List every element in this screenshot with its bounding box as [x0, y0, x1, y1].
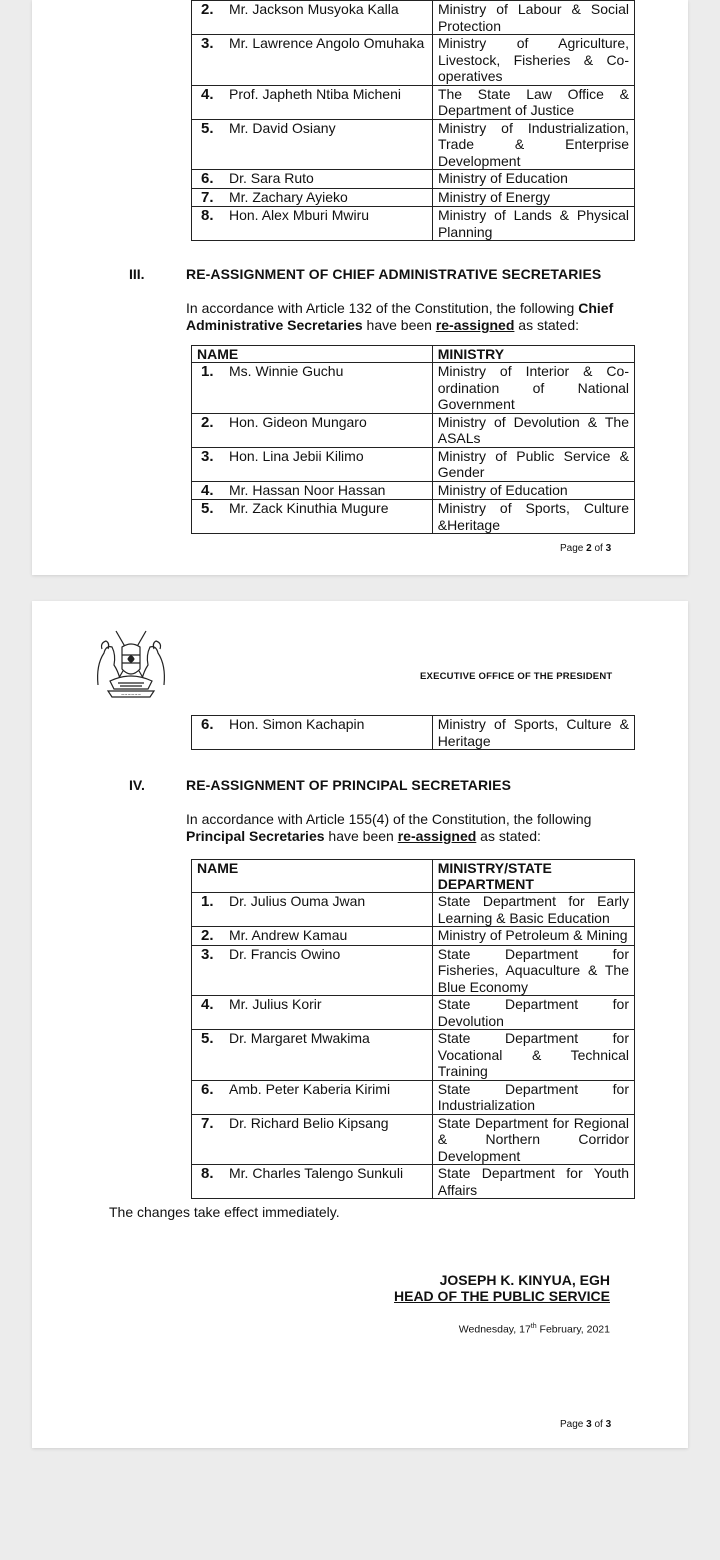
ministry-cell: Ministry of Interior & Co-ordination of National Government	[432, 363, 634, 414]
intro-emphasis: Chief Administrative Secretaries	[186, 300, 614, 333]
table-row	[192, 945, 635, 996]
ministry-cell: Ministry of Sports, Culture & Heritage	[432, 716, 634, 750]
person-name: Mr. David Osiany	[229, 119, 336, 136]
table-row	[192, 447, 635, 481]
table-row	[192, 119, 635, 170]
table-row	[192, 996, 635, 1030]
row-number: 4.	[201, 996, 214, 1013]
person-name: Mr. Andrew Kamau	[229, 927, 348, 943]
ministry-cell: Ministry of Energy	[432, 188, 634, 207]
intro-text: as stated:	[514, 317, 579, 333]
document-page-2	[32, 0, 688, 575]
table-row	[192, 1030, 635, 1081]
person-name: Hon. Gideon Mungaro	[229, 413, 367, 430]
table-row	[192, 1165, 635, 1199]
row-number: 3.	[201, 35, 214, 52]
intro-underline: re-assigned	[397, 828, 477, 844]
person-name: Hon. Lina Jebii Kilimo	[229, 447, 364, 464]
section-intro	[186, 300, 632, 334]
name-cell	[192, 1114, 433, 1165]
name-cell	[192, 716, 433, 750]
person-name: Hon. Alex Mburi Mwiru	[229, 207, 370, 223]
document-date: Wednesday, 17th February, 2021	[458, 1323, 610, 1336]
signatory-name: JOSEPH K. KINYUA, EGH	[439, 1272, 610, 1288]
ministry-cell: Ministry of Lands & Physical Planning	[432, 207, 634, 241]
ministry-cell: State Department for Regional & Northern Corridor Development	[432, 1114, 634, 1165]
row-number: 3.	[201, 447, 214, 465]
person-name: Mr. Jackson Musyoka Kalla	[229, 1, 399, 17]
table-row	[192, 363, 635, 414]
row-number: 5.	[201, 119, 214, 137]
section-number: IV.	[129, 777, 145, 793]
row-number: 2.	[201, 413, 214, 431]
section-number: III.	[129, 266, 145, 282]
table-row	[192, 188, 635, 207]
table-row	[192, 481, 635, 500]
person-name: Mr. Zack Kinuthia Mugure	[229, 500, 389, 516]
ministry-cell: The State Law Office & Department of Justice	[432, 85, 634, 119]
ministry-cell: Ministry of Sports, Culture &Heritage	[432, 500, 634, 534]
name-cell	[192, 413, 433, 447]
person-name: Mr. Zachary Ayieko	[229, 188, 348, 205]
table-row	[192, 927, 635, 946]
row-number: 5.	[201, 1030, 214, 1047]
ministry-cell: State Department for Fisheries, Aquaculture & The Blue Economy	[432, 945, 634, 996]
name-cell	[192, 207, 433, 241]
intro-text: as stated:	[476, 828, 541, 844]
intro-text: have been	[324, 828, 398, 844]
name-cell	[192, 500, 433, 534]
document-page-3	[32, 601, 688, 1448]
row-number: 6.	[201, 1080, 214, 1098]
name-cell	[192, 1030, 433, 1081]
ministry-cell: Ministry of Labour & Social Protection	[432, 1, 634, 35]
row-number: 4.	[201, 85, 214, 103]
row-number: 5.	[201, 500, 214, 517]
row-number: 4.	[201, 481, 214, 499]
name-cell	[192, 1080, 433, 1114]
ministry-cell: State Department for Early Learning & Basic Education	[432, 893, 634, 927]
table-row	[192, 500, 635, 534]
ministry-cell: State Department for Devolution	[432, 996, 634, 1030]
name-cell	[192, 927, 433, 946]
row-number: 2.	[201, 927, 214, 944]
closing-statement: The changes take effect immediately.	[109, 1204, 340, 1220]
person-name: Mr. Hassan Noor Hassan	[229, 481, 386, 498]
person-name: Mr. Julius Korir	[229, 996, 322, 1012]
ministry-cell: Ministry of Education	[432, 170, 634, 189]
row-number: 6.	[201, 170, 214, 187]
person-name: Dr. Francis Owino	[229, 945, 341, 962]
page-number: Page 3 of 3	[560, 1419, 612, 1430]
ministry-cell: State Department for Industrialization	[432, 1080, 634, 1114]
person-name: Mr. Charles Talengo Sunkuli	[229, 1165, 404, 1181]
name-cell	[192, 945, 433, 996]
section-intro	[186, 811, 632, 845]
column-header-name: NAME	[192, 346, 433, 363]
row-number: 7.	[201, 188, 214, 206]
name-cell	[192, 996, 433, 1030]
table-header-row	[192, 860, 635, 893]
name-cell	[192, 188, 433, 207]
person-name: Dr. Richard Belio Kipsang	[229, 1114, 389, 1131]
name-cell	[192, 170, 433, 189]
table-row	[192, 85, 635, 119]
ministry-cell: Ministry of Devolution & The ASALs	[432, 413, 634, 447]
ministry-cell: Ministry of Public Service & Gender	[432, 447, 634, 481]
person-name: Amb. Peter Kaberia Kirimi	[229, 1080, 391, 1097]
coat-of-arms-icon	[88, 625, 174, 701]
person-name: Hon. Simon Kachapin	[229, 716, 365, 732]
section-heading: RE-ASSIGNMENT OF PRINCIPAL SECRETARIES	[186, 777, 512, 793]
table-row	[192, 207, 635, 241]
table-row	[192, 893, 635, 927]
name-cell	[192, 893, 433, 927]
column-header-ministry: MINISTRY/STATE DEPARTMENT	[432, 860, 634, 893]
person-name: Dr. Sara Ruto	[229, 170, 314, 186]
table-row	[192, 1, 635, 35]
page-number: Page 2 of 3	[560, 543, 612, 554]
person-name: Prof. Japheth Ntiba Micheni	[229, 85, 401, 102]
intro-text: In accordance with Article 155(4) of the Constitution, the following	[186, 811, 592, 827]
cas-table	[191, 345, 635, 534]
signatory-title: HEAD OF THE PUBLIC SERVICE	[394, 1288, 610, 1304]
office-header: EXECUTIVE OFFICE OF THE PRESIDENT	[420, 671, 613, 682]
table-row	[192, 716, 635, 750]
name-cell	[192, 1, 433, 35]
row-number: 6.	[201, 716, 214, 733]
intro-text: In accordance with Article 132 of the Constitution, the following	[186, 300, 579, 316]
table-row	[192, 1114, 635, 1165]
section-heading: RE-ASSIGNMENT OF CHIEF ADMINISTRATIVE SECRETARIES	[186, 266, 602, 282]
row-number: 1.	[201, 893, 214, 910]
person-name: Dr. Julius Ouma Jwan	[229, 893, 366, 909]
ministry-cell: Ministry of Education	[432, 481, 634, 500]
name-cell	[192, 1165, 433, 1199]
name-cell	[192, 85, 433, 119]
intro-emphasis: Principal Secretaries	[186, 828, 325, 844]
ps-table	[191, 859, 635, 1199]
name-cell	[192, 35, 433, 86]
row-number: 8.	[201, 1165, 214, 1182]
person-name: Mr. Lawrence Angolo Omuhaka	[229, 35, 425, 51]
ministry-cell: Ministry of Agriculture, Livestock, Fisheries & Co-operatives	[432, 35, 634, 86]
person-name: Dr. Margaret Mwakima	[229, 1030, 370, 1046]
name-cell	[192, 363, 433, 414]
row-number: 7.	[201, 1114, 214, 1132]
ministry-cell: Ministry of Petroleum & Mining	[432, 927, 634, 946]
cs-table-continued	[191, 0, 635, 241]
row-number: 1.	[201, 363, 214, 380]
column-header-name: NAME	[192, 860, 433, 893]
cas-table-continued	[191, 715, 635, 750]
name-cell	[192, 119, 433, 170]
table-row	[192, 170, 635, 189]
table-row	[192, 35, 635, 86]
person-name: Ms. Winnie Guchu	[229, 363, 344, 379]
ministry-cell: State Department for Youth Affairs	[432, 1165, 634, 1199]
name-cell	[192, 447, 433, 481]
intro-text: have been	[362, 317, 436, 333]
table-row	[192, 413, 635, 447]
row-number: 2.	[201, 1, 214, 18]
table-row	[192, 1080, 635, 1114]
row-number: 8.	[201, 207, 214, 224]
column-header-ministry: MINISTRY	[432, 346, 634, 363]
row-number: 3.	[201, 945, 214, 963]
name-cell	[192, 481, 433, 500]
ministry-cell: Ministry of Industrialization, Trade & Enterprise Development	[432, 119, 634, 170]
intro-underline: re-assigned	[435, 317, 515, 333]
svg-text:~~~~~~: ~~~~~~	[120, 692, 142, 697]
table-header-row	[192, 346, 635, 363]
ministry-cell: State Department for Vocational & Technical Training	[432, 1030, 634, 1081]
